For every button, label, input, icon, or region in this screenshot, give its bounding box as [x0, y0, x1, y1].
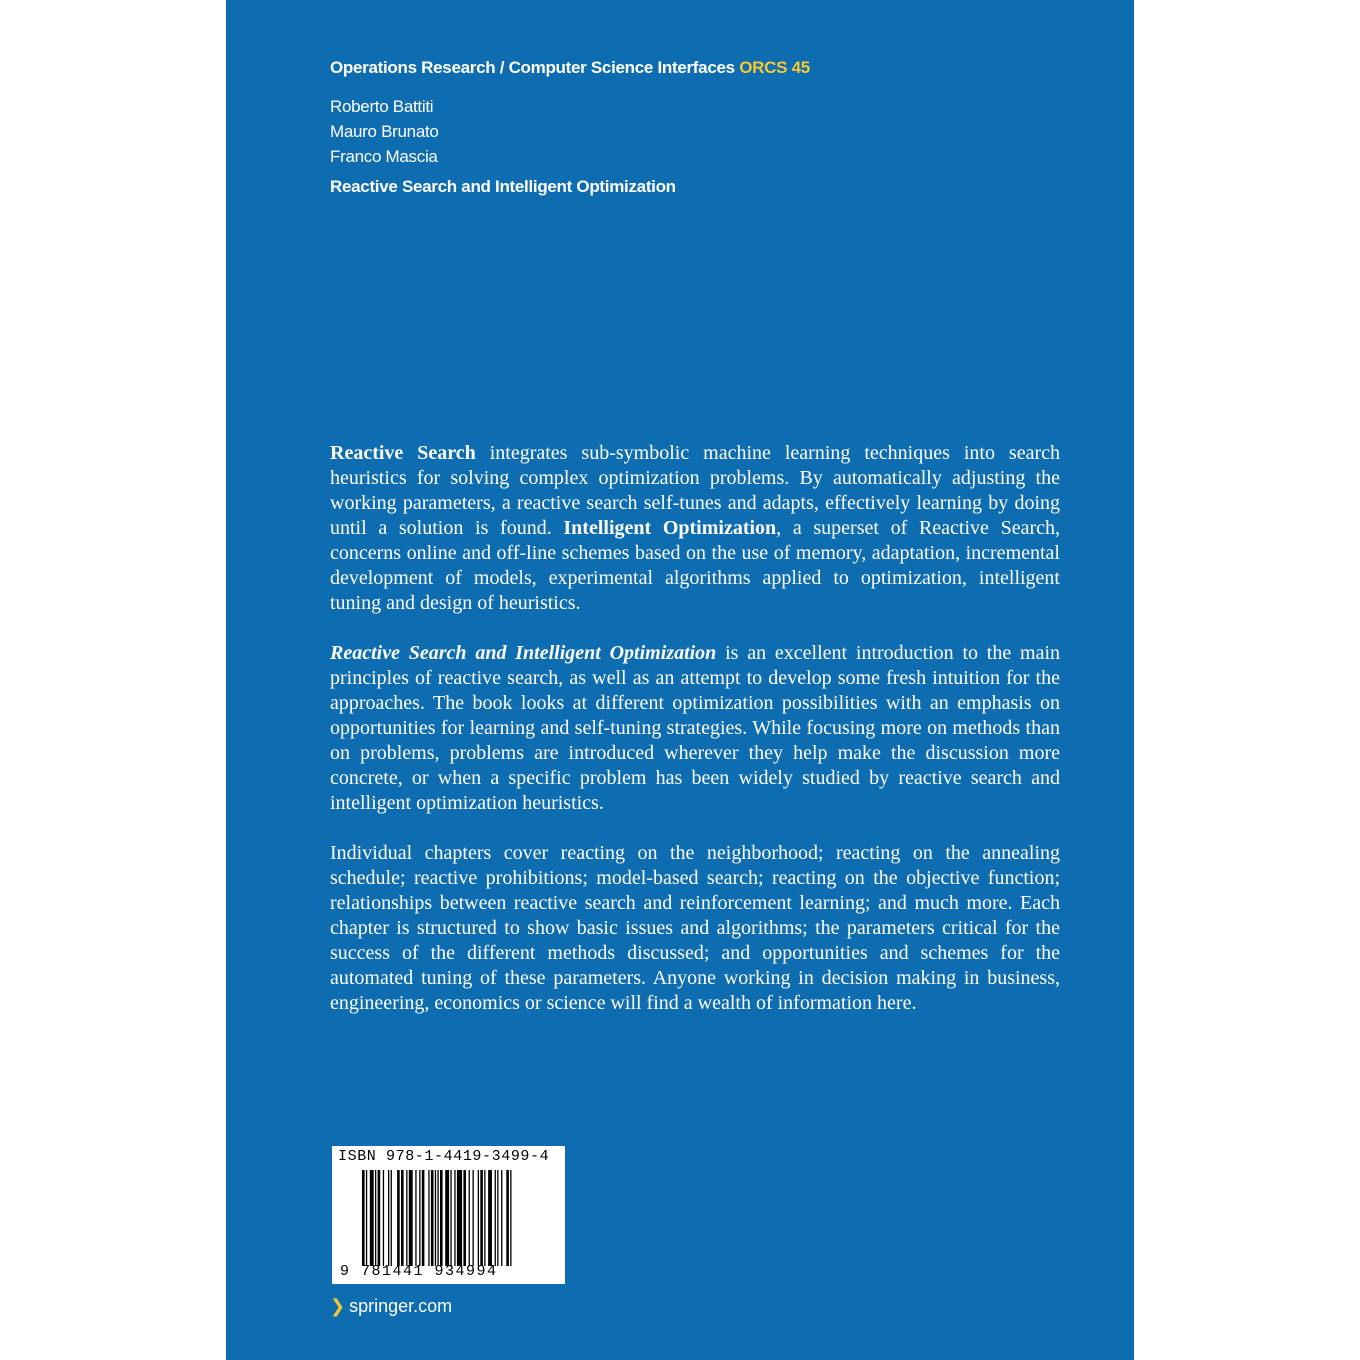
book-back-cover [226, 0, 1134, 1360]
ean-digits: 9 781441 934994 [340, 1263, 498, 1280]
isbn-text: ISBN 978-1-4419-3499-4 [338, 1148, 550, 1165]
blurb-paragraph-3: Individual chapters cover reacting on the neighborhood; reacting on the annealing schedule; reactive prohibitions; model-based search; reacting on the objective function; relationships between reactive search and reinforcement learning; and much more. Each chapter is structured to show basic issues and algorithms; the parameters critical for the success of the different methods discussed; and opportunities and schemes for the automated tuning of these parameters. Anyone working in decision making in business, engineering, economics or science will find a wealth of information here. [330, 842, 1060, 1014]
blurb-paragraph-2 [330, 641, 1060, 816]
blurb-paragraph-1 [330, 441, 1060, 616]
chevron-right-icon: ❯ [330, 1296, 346, 1316]
author-name: Roberto Battiti [330, 97, 434, 116]
book-title: Reactive Search and Intelligent Optimization [330, 177, 676, 196]
series-number: ORCS 45 [739, 58, 810, 77]
author-name: Mauro Brunato [330, 122, 439, 141]
author-list [330, 94, 830, 169]
blurb-bold-term: Reactive Search [330, 442, 476, 464]
website-text: springer.com [349, 1296, 453, 1316]
blurb-text: is an excellent introduction to the main principles of reactive search, as well as an attempt to develop some fresh intuition for the approaches. The book looks at different optimization possibilities with an emphasis on opportunities for learning and self-tuning strategies. While focusing more on methods than on problems, problems are introduced wherever they help make the discussion more concrete, or when a specific problem has been widely studied by reactive search and intelligent optimization heuristics. [330, 642, 1061, 814]
author-name: Franco Mascia [330, 147, 438, 166]
blurb [330, 441, 1060, 1041]
barcode-bars [362, 1170, 536, 1266]
barcode [332, 1146, 565, 1284]
blurb-book-title: Reactive Search and Intelligent Optimization [330, 642, 717, 664]
blurb-text: , a superset of Reactive Search, concerns online and off-line schemes based on the use of memory, adaptation, incremental development of models, experimental algorithms applied to optimization, intelligent tuning and design of heuristics. [330, 517, 1061, 614]
blurb-bold-term: Intelligent Optimization [563, 517, 777, 539]
series-name: Operations Research / Computer Science Interfaces [330, 58, 735, 77]
publisher-website[interactable] [330, 1296, 452, 1317]
blurb-text: integrates sub-symbolic machine learning techniques into search heuristics for solving complex optimization problems. By automatically adjusting the working parameters, a reactive search self-tunes and adapts, effectively learning by doing until a solution is found. [330, 442, 1060, 539]
series-line [330, 58, 1030, 78]
